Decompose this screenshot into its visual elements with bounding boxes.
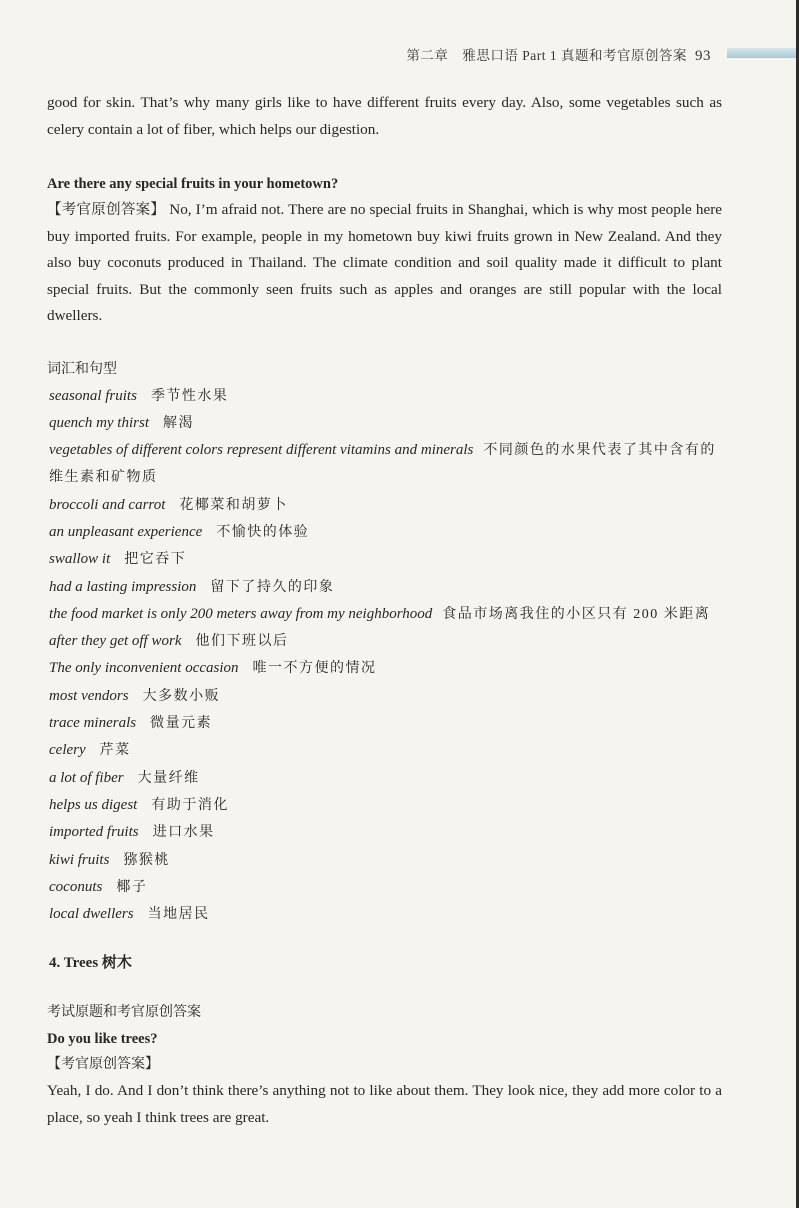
vocab-item <box>49 765 722 792</box>
vocab-english: the food market is only 200 meters away from my neighborhood <box>49 605 433 622</box>
intro-paragraph: good for skin. That’s why many girls like to have different fruits every day. Also, some vegetables such as celery contain a lot of fiber, which helps our digestion. <box>47 94 722 138</box>
vocab-english: helps us digest <box>49 796 138 813</box>
vocab-english: coconuts <box>49 878 103 895</box>
vocab-item <box>49 492 722 519</box>
vocab-english: celery <box>49 742 86 759</box>
vocab-item <box>49 546 722 573</box>
vocab-item <box>49 628 722 655</box>
vocab-chinese: 他们下班以后 <box>195 634 289 650</box>
vocab-item <box>49 519 722 546</box>
vocab-item <box>49 737 722 764</box>
vocab-english: imported fruits <box>49 824 139 841</box>
page-content <box>47 90 722 1131</box>
vocab-english: vegetables of different colors represent different vitamins and minerals <box>49 442 474 459</box>
header-color-bar <box>727 48 799 58</box>
vocab-english: an unpleasant experience <box>49 523 203 540</box>
vocab-english: most vendors <box>49 687 129 704</box>
vocab-chinese: 猕猴桃 <box>123 852 170 868</box>
vocab-item <box>49 683 722 710</box>
vocab-chinese: 大量纤维 <box>137 770 200 786</box>
page-number: 93 <box>695 48 711 64</box>
vocab-item <box>49 601 722 628</box>
vocab-item <box>49 437 722 492</box>
vocab-english: quench my thirst <box>49 414 149 431</box>
answer-label: 【考官原创答案】 <box>47 1057 159 1073</box>
answer-special-fruits <box>47 197 722 330</box>
vocab-heading: 词汇和句型 <box>47 361 117 377</box>
vocab-chinese: 食品市场离我住的小区只有 200 米距离 <box>442 606 711 622</box>
vocab-chinese: 留下了持久的印象 <box>210 579 335 595</box>
vocab-chinese: 花椰菜和胡萝卜 <box>179 497 288 513</box>
vocab-english: seasonal fruits <box>49 387 137 404</box>
question-special-fruits: Are there any special fruits in your hometown? <box>47 176 339 192</box>
vocab-item <box>49 574 722 601</box>
vocab-chinese: 当地居民 <box>147 907 210 923</box>
vocab-chinese: 芹菜 <box>99 743 131 759</box>
vocab-chinese: 解渴 <box>162 415 194 431</box>
vocab-item <box>49 410 722 437</box>
section-title-trees: 4. Trees 树木 <box>49 955 132 972</box>
vocab-chinese: 季节性水果 <box>150 388 229 404</box>
vocab-item <box>49 383 722 410</box>
vocab-chinese: 椰子 <box>116 879 148 895</box>
header-title: 第二章 雅思口语 Part 1 真题和考官原创答案 <box>406 48 687 63</box>
vocab-chinese: 唯一不方便的情况 <box>252 661 377 677</box>
vocab-item <box>49 655 722 682</box>
vocab-english: a lot of fiber <box>49 769 124 786</box>
vocab-english: The only inconvenient occasion <box>49 660 239 677</box>
vocab-item <box>49 819 722 846</box>
question-like-trees: Do you like trees? <box>47 1031 158 1048</box>
running-header <box>406 44 711 65</box>
vocab-chinese: 进口水果 <box>152 825 215 841</box>
vocab-english: had a lasting impression <box>49 578 197 595</box>
vocab-item <box>49 710 722 737</box>
answer-text: No, I’m afraid not. There are no special fruits in Shanghai, which is why most people here buy imported fruits. For example, people in my hometown buy kiwi fruits grown in New Zealand. And they also buy coconuts produced in Thailand. The climate condition and soil quality made it difficult to plant special fruits. But the commonly seen fruits such as apples and oranges are still popular with the local dwellers. <box>47 201 722 324</box>
answer-label: 【考官原创答案】 <box>47 202 166 218</box>
vocab-english: kiwi fruits <box>49 851 110 868</box>
vocab-chinese: 不同颜色的水果代表了其中含有的维生素和矿物质 <box>49 443 716 486</box>
vocab-chinese: 微量元素 <box>150 716 213 732</box>
vocab-english: local dwellers <box>49 906 134 923</box>
vocab-item <box>49 901 722 928</box>
vocab-chinese: 把它吞下 <box>124 552 187 568</box>
vocab-chinese: 不愉快的体验 <box>216 524 310 540</box>
vocab-item <box>49 792 722 819</box>
vocab-english: swallow it <box>49 551 111 568</box>
vocab-english: trace minerals <box>49 715 137 732</box>
vocab-list <box>47 383 722 929</box>
vocab-item <box>49 847 722 874</box>
vocab-item <box>49 874 722 901</box>
answer-like-trees: Yeah, I do. And I don’t think there’s anything not to like about them. They look nice, they add more color to a place, so yeah I think trees are great. <box>47 1082 722 1126</box>
vocab-english: broccoli and carrot <box>49 496 166 513</box>
section-subheading: 考试原题和考官原创答案 <box>47 1005 201 1021</box>
vocab-english: after they get off work <box>49 633 182 650</box>
vocab-chinese: 有助于消化 <box>151 797 229 813</box>
vocab-chinese: 大多数小贩 <box>142 688 221 704</box>
